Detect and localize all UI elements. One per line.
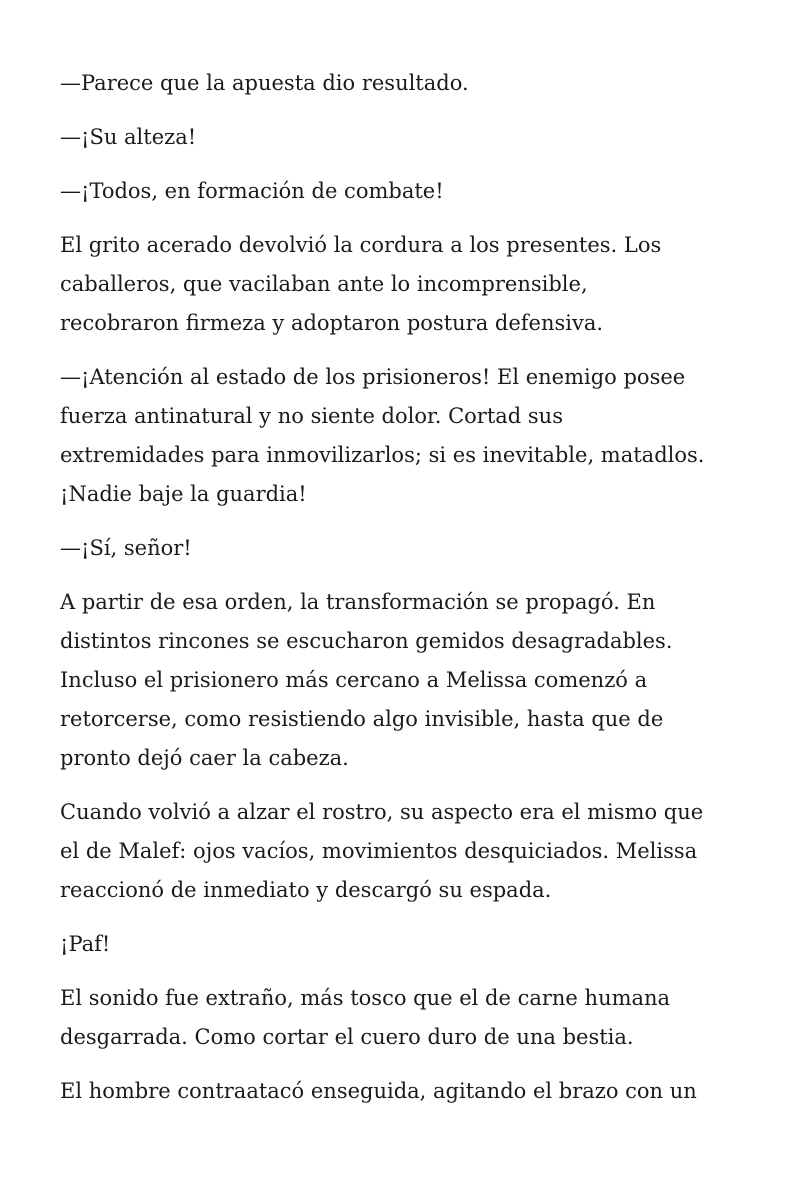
- text-line: ¡Paf!: [60, 932, 111, 956]
- text-line: el de Malef: ojos vacíos, movimientos desquiciados. Melissa: [60, 839, 698, 863]
- paragraph-11: [60, 1072, 750, 1111]
- text-line: caballeros, que vacilaban ante lo incomprensible,: [60, 272, 588, 296]
- paragraph-1: [60, 64, 750, 103]
- text-line: fuerza antinatural y no siente dolor. Cortad sus: [60, 404, 563, 428]
- paragraph-6: [60, 529, 750, 568]
- paragraph-2: [60, 118, 750, 157]
- paragraph-5: [60, 358, 750, 514]
- text-line: Cuando volvió a alzar el rostro, su aspecto era el mismo que: [60, 800, 704, 824]
- text-line: ¡Nadie baje la guardia!: [60, 482, 307, 506]
- text-line: —¡Atención al estado de los prisioneros! El enemigo posee: [60, 365, 686, 389]
- paragraph-9: [60, 925, 750, 964]
- text-line: El hombre contraatacó enseguida, agitando el brazo con un: [60, 1079, 697, 1103]
- text-line: recobraron firmeza y adoptaron postura defensiva.: [60, 311, 604, 335]
- text-line: desgarrada. Como cortar el cuero duro de una bestia.: [60, 1025, 634, 1049]
- text-line: —¡Todos, en formación de combate!: [60, 179, 444, 203]
- text-line: —¡Sí, señor!: [60, 536, 192, 560]
- text-line: —¡Su alteza!: [60, 125, 197, 149]
- text-line: distintos rincones se escucharon gemidos desagradables.: [60, 629, 673, 653]
- paragraph-3: [60, 172, 750, 211]
- text-line: El sonido fue extraño, más tosco que el de carne humana: [60, 986, 671, 1010]
- paragraph-4: [60, 226, 750, 343]
- text-line: retorcerse, como resistiendo algo invisible, hasta que de: [60, 707, 664, 731]
- text-line: A partir de esa orden, la transformación se propagó. En: [60, 590, 656, 614]
- text-line: extremidades para inmovilizarlos; si es inevitable, matadlos.: [60, 443, 705, 467]
- text-line: Incluso el prisionero más cercano a Melissa comenzó a: [60, 668, 648, 692]
- paragraph-7: [60, 583, 750, 778]
- text-line: reaccionó de inmediato y descargó su espada.: [60, 878, 552, 902]
- text-line: El grito acerado devolvió la cordura a los presentes. Los: [60, 233, 662, 257]
- paragraph-8: [60, 793, 750, 910]
- paragraph-10: [60, 979, 750, 1057]
- text-line: pronto dejó caer la cabeza.: [60, 746, 349, 770]
- text-line: —Parece que la apuesta dio resultado.: [60, 71, 469, 95]
- document-page: [60, 64, 750, 1194]
